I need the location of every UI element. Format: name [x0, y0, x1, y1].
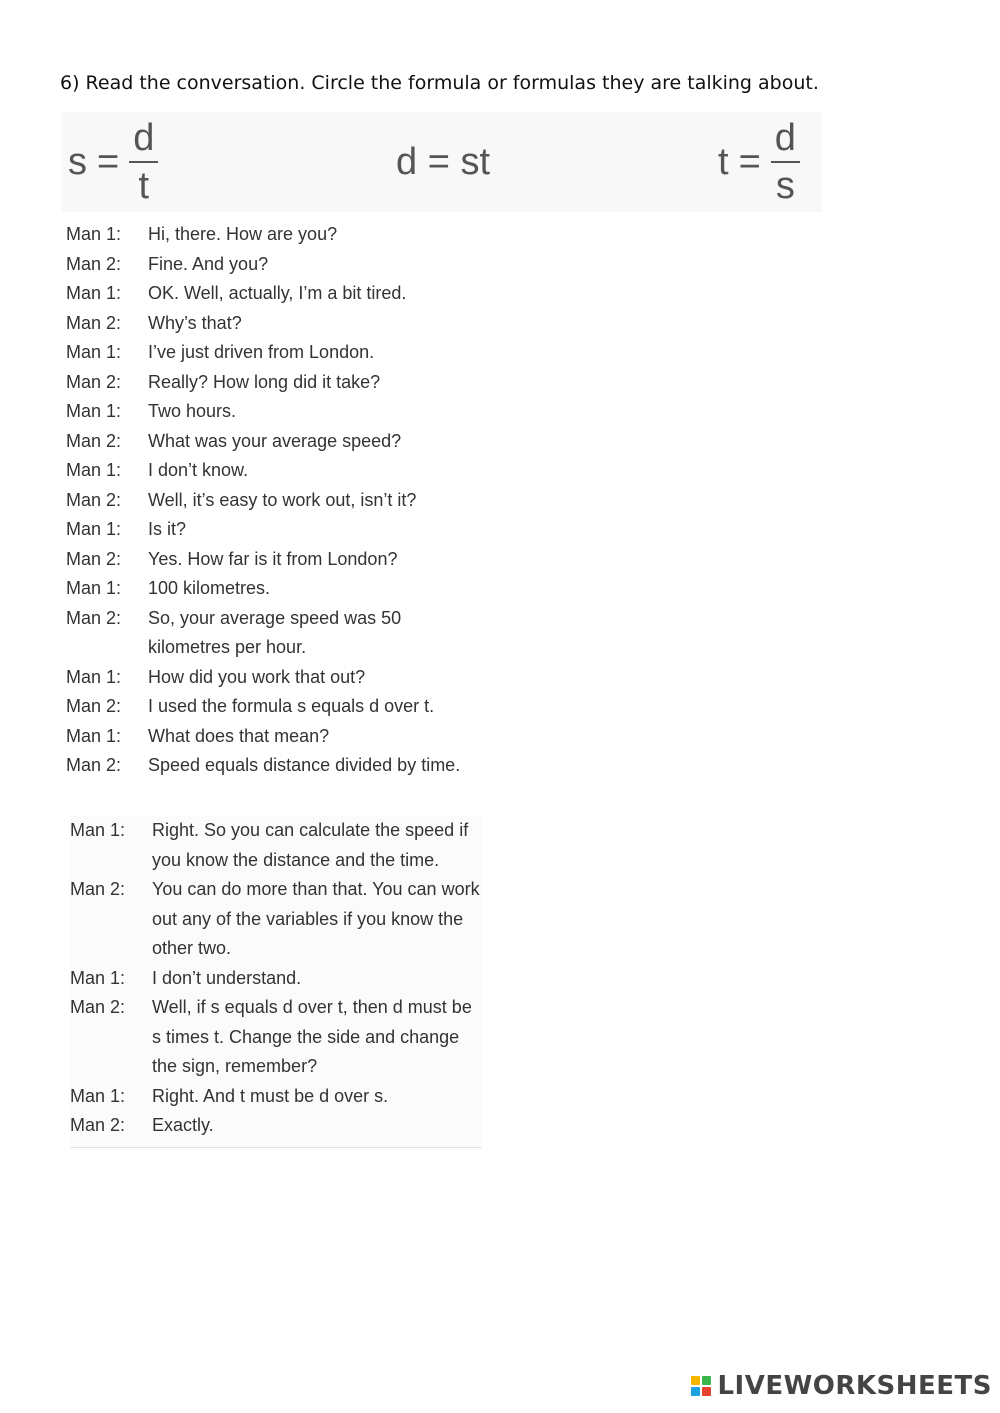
dialogue-line [66, 751, 486, 781]
dialogue-line [70, 875, 482, 964]
dialogue-line [66, 722, 486, 752]
formula-time-lhs: t [718, 140, 729, 183]
dialogue-text: I don’t understand. [152, 967, 302, 988]
dialogue-speaker: Man 2: [66, 430, 122, 451]
dialogue-line [66, 456, 486, 486]
liveworksheets-logo-icon [691, 1376, 711, 1396]
dialogue-speaker: Man 2: [70, 1115, 126, 1135]
dialogue-line [66, 515, 486, 545]
dialogue-line [66, 397, 486, 427]
dialogue-line [66, 309, 486, 339]
dialogue-speaker: Man 1: [66, 519, 122, 539]
dialogue-line [70, 1082, 482, 1112]
dialogue-speaker: Man 1: [66, 725, 122, 746]
formula-speed[interactable] [68, 112, 158, 212]
dialogue-speaker: Man 1: [66, 666, 122, 687]
dialogue-text: Speed equals distance divided by time. [148, 755, 461, 775]
dialogue-speaker: Man 2: [70, 879, 126, 899]
dialogue-text: Right. So you can calculate the speed if you know the distance and the time. [152, 820, 469, 870]
dialogue-speaker: Man 1: [66, 224, 122, 244]
dialogue-speaker: Man 1: [70, 967, 126, 988]
conversation-part-2 [70, 816, 482, 1148]
dialogue-line [66, 692, 486, 722]
dialogue-text: How did you work that out? [148, 666, 366, 687]
dialogue-speaker: Man 2: [66, 371, 122, 392]
conversation-part-1 [66, 220, 486, 781]
formula-distance[interactable] [396, 112, 490, 212]
dialogue-line [66, 368, 486, 398]
dialogue-line [66, 279, 486, 309]
dialogue-speaker: Man 2: [66, 755, 122, 775]
formula-speed-numerator: d [129, 119, 158, 163]
liveworksheets-logo-text: LIVEWORKSHEETS [717, 1371, 992, 1401]
formula-time-denominator: s [775, 165, 795, 207]
dialogue-text: Really? How long did it take? [148, 371, 381, 392]
dialogue-speaker: Man 2: [66, 312, 122, 333]
instruction-text: 6) Read the conversation. Circle the formula or formulas they are talking about. [60, 72, 819, 94]
dialogue-line [70, 816, 482, 875]
dialogue-text: Why’s that? [148, 312, 242, 333]
dialogue-line [66, 604, 486, 663]
dialogue-speaker: Man 1: [70, 820, 126, 840]
dialogue-line [66, 545, 486, 575]
dialogue-text: 100 kilometres. [148, 578, 271, 598]
dialogue-text: Well, if s equals d over t, then d must be s times t. Change the side and change the sign, remember? [152, 997, 472, 1076]
dialogue-text: I used the formula s equals d over t. [148, 696, 435, 716]
formula-speed-fraction [129, 119, 158, 205]
formula-time[interactable] [718, 112, 800, 212]
dialogue-line [70, 993, 482, 1082]
dialogue-text: I’ve just driven from London. [148, 342, 375, 362]
dialogue-line [66, 574, 486, 604]
dialogue-speaker: Man 1: [70, 1085, 126, 1106]
dialogue-speaker: Man 1: [66, 283, 122, 303]
dialogue-line [66, 220, 486, 250]
dialogue-line [66, 486, 486, 516]
formula-time-numerator: d [771, 119, 800, 163]
dialogue-line [70, 964, 482, 994]
dialogue-text: OK. Well, actually, I’m a bit tired. [148, 283, 407, 303]
formula-speed-denominator: t [138, 165, 150, 207]
dialogue-speaker: Man 2: [66, 696, 122, 716]
formula-speed-equals: = [97, 140, 120, 183]
dialogue-speaker: Man 1: [66, 460, 122, 480]
dialogue-speaker: Man 2: [70, 997, 126, 1017]
dialogue-text: You can do more than that. You can work out any of the variables if you know the other two. [152, 879, 480, 958]
dialogue-text: Fine. And you? [148, 253, 269, 274]
dialogue-text: I don’t know. [148, 460, 249, 480]
dialogue-line [66, 427, 486, 457]
dialogue-text: Two hours. [148, 401, 237, 421]
dialogue-speaker: Man 1: [66, 401, 122, 421]
dialogue-text: Hi, there. How are you? [148, 224, 338, 244]
dialogue-text: What was your average speed? [148, 430, 402, 451]
dialogue-speaker: Man 2: [66, 253, 122, 274]
dialogue-text: Exactly. [152, 1115, 214, 1135]
dialogue-text: Yes. How far is it from London? [148, 548, 398, 569]
dialogue-line [66, 250, 486, 280]
dialogue-line [66, 338, 486, 368]
formula-time-equals: = [738, 140, 761, 183]
formula-speed-lhs: s [68, 140, 87, 183]
dialogue-line [66, 663, 486, 693]
dialogue-speaker: Man 1: [66, 578, 122, 598]
dialogue-speaker: Man 2: [66, 607, 122, 628]
formula-time-fraction [771, 119, 800, 205]
dialogue-text: So, your average speed was 50 kilometres per hour. [148, 607, 402, 657]
dialogue-speaker: Man 2: [66, 489, 122, 510]
formula-distance-text: d = st [396, 140, 490, 183]
dialogue-text: Right. And t must be d over s. [152, 1085, 389, 1106]
dialogue-line [70, 1111, 482, 1141]
dialogue-speaker: Man 1: [66, 342, 122, 362]
dialogue-text: Well, it’s easy to work out, isn’t it? [148, 489, 417, 510]
dialogue-speaker: Man 2: [66, 548, 122, 569]
dialogue-text: What does that mean? [148, 725, 330, 746]
dialogue-text: Is it? [148, 519, 187, 539]
formula-strip [62, 112, 822, 212]
liveworksheets-logo [691, 1371, 992, 1401]
